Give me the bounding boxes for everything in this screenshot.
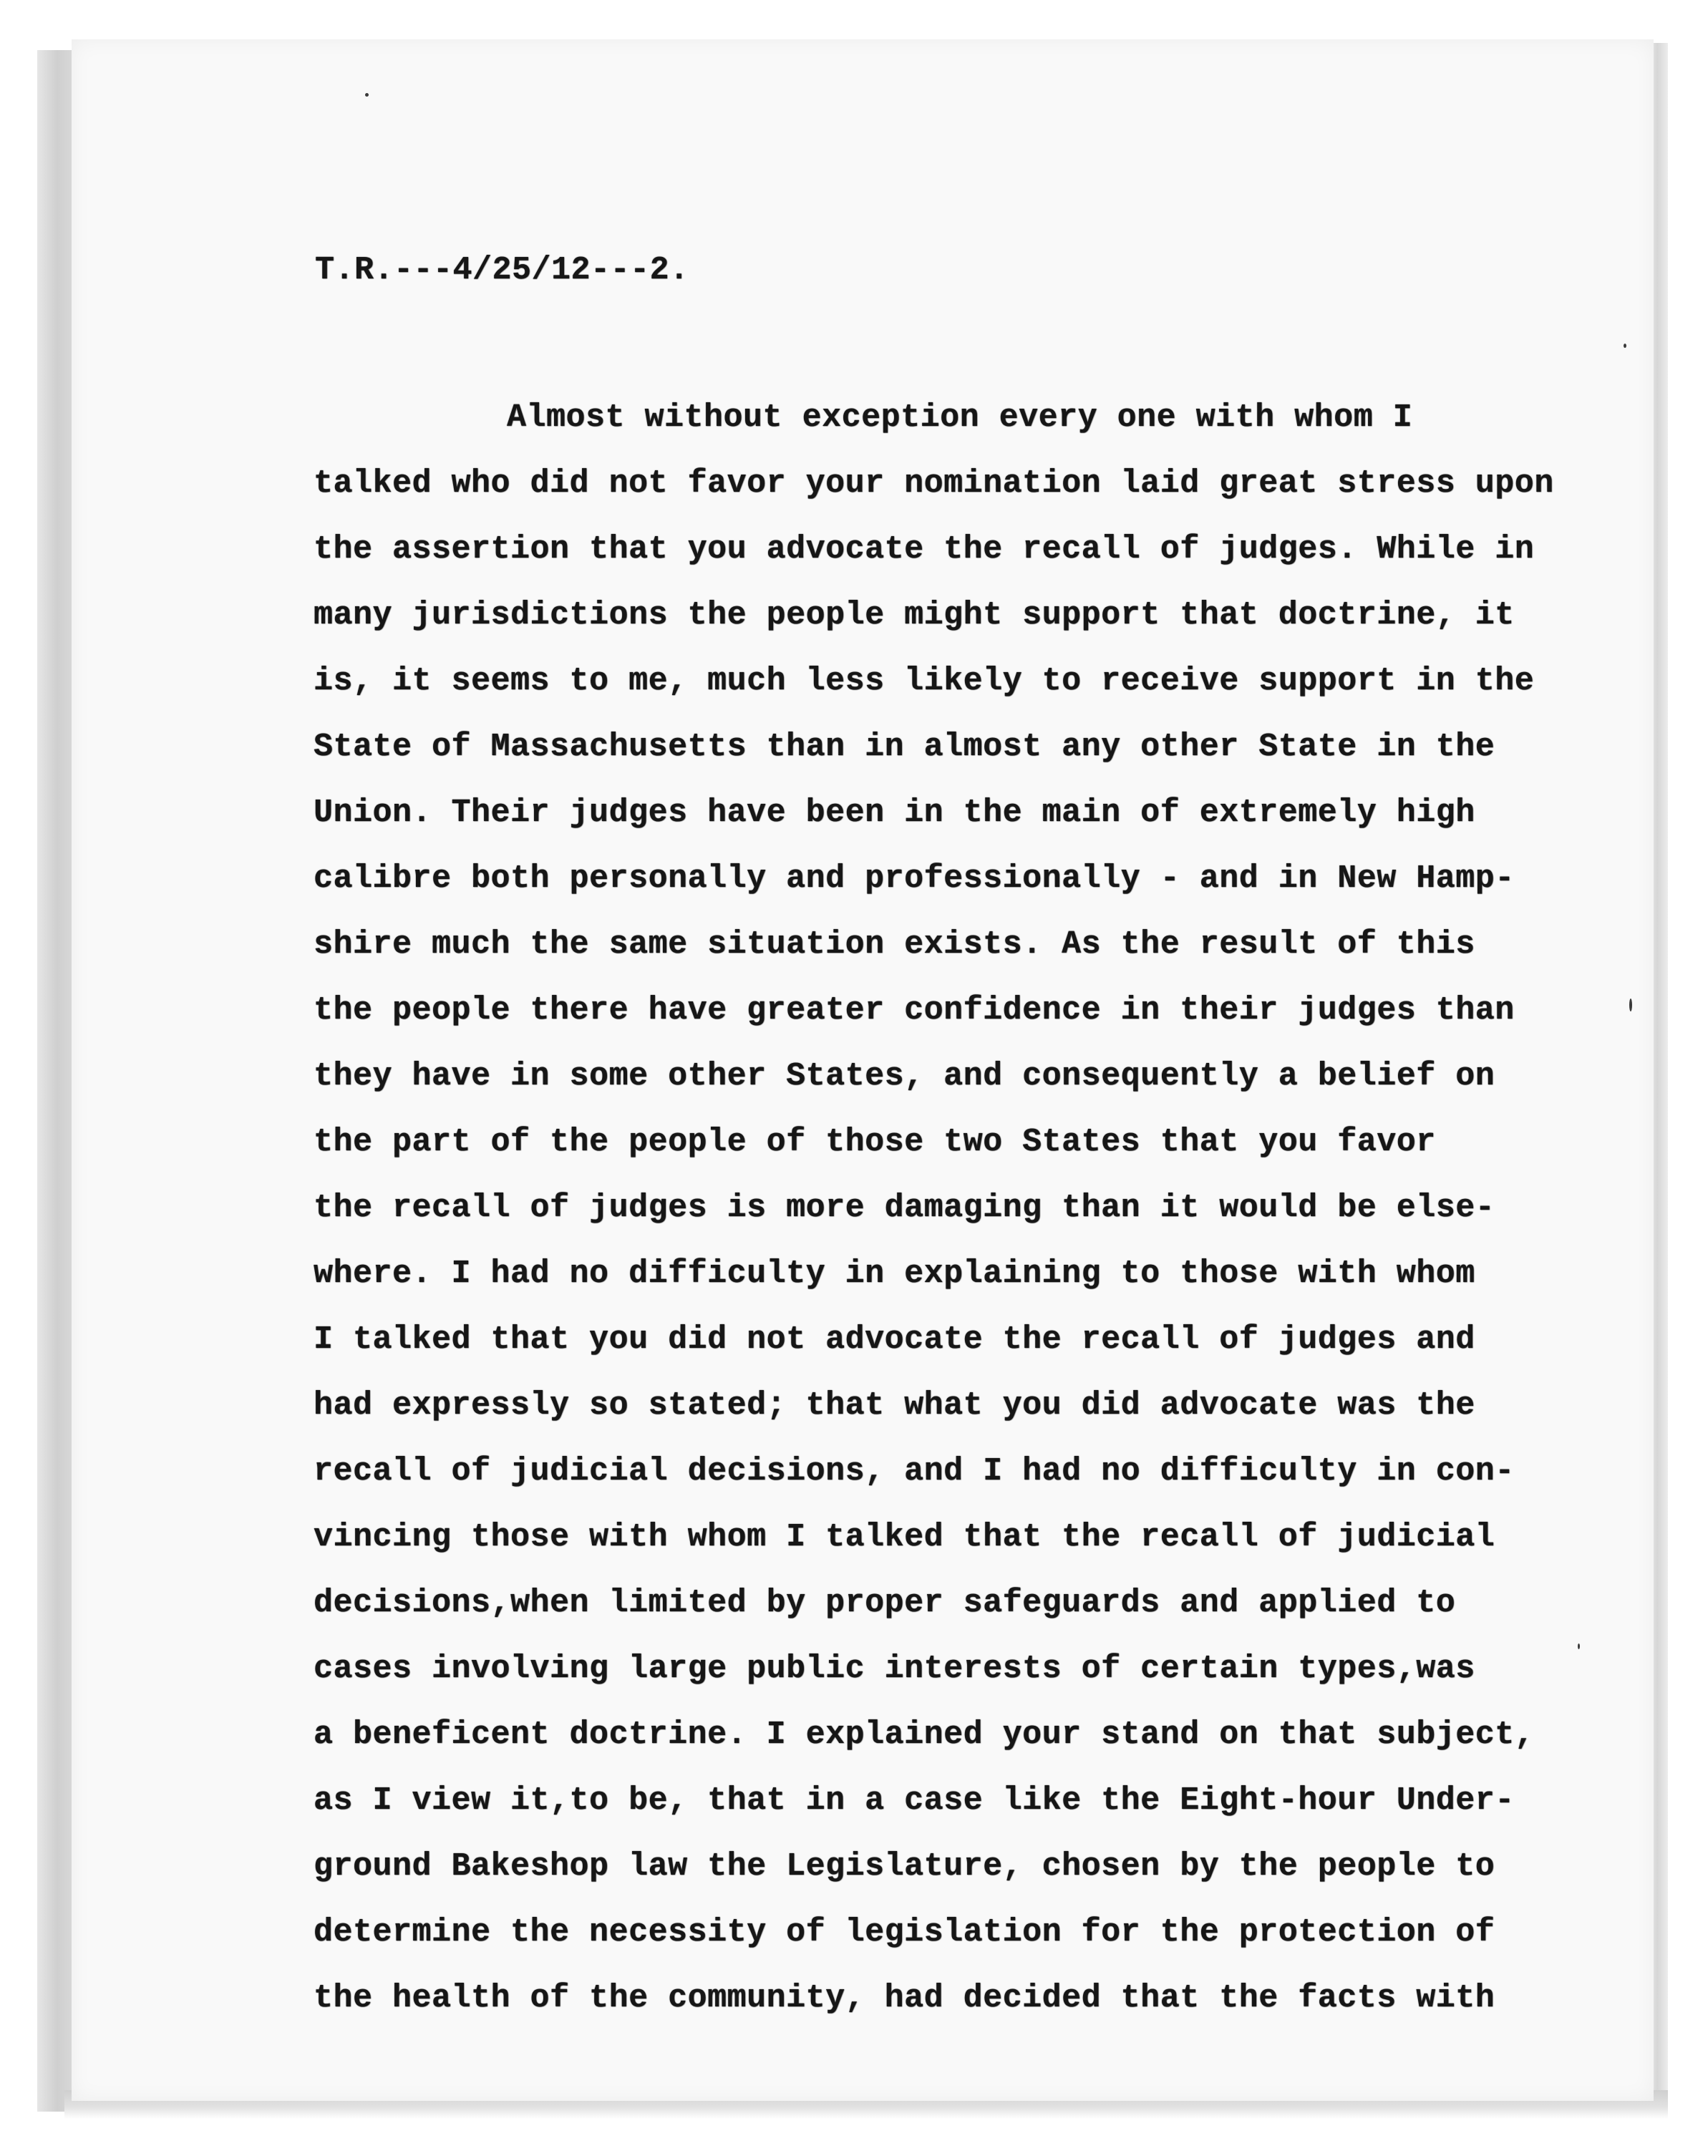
text-line: many jurisdictions the people might support that doctrine, it: [314, 597, 1515, 633]
text-line: calibre both personally and professionally - and in New Hamp-: [314, 860, 1515, 897]
page-header: T.R.---4/25/12---2.: [315, 252, 689, 288]
text-line: is, it seems to me, much less likely to receive support in the: [314, 663, 1535, 699]
text-line: the part of the people of those two States that you favor: [314, 1124, 1436, 1160]
text-line: recall of judicial decisions, and I had no difficulty in con-: [314, 1453, 1515, 1490]
text-line: the assertion that you advocate the recall of judges. While in: [314, 531, 1535, 568]
letter-body: [314, 385, 1554, 2031]
text-line: decisions,when limited by proper safeguards and applied to: [314, 1585, 1456, 1621]
text-line: talked who did not favor your nomination laid great stress upon: [314, 465, 1554, 502]
text-line: Almost without exception every one with whom I: [507, 399, 1413, 436]
text-line: a beneficent doctrine. I explained your stand on that subject,: [314, 1716, 1535, 1753]
text-line: determine the necessity of legislation for the protection of: [314, 1914, 1495, 1951]
text-line: I talked that you did not advocate the recall of judges and: [314, 1321, 1475, 1358]
text-line: cases involving large public interests of certain types,was: [314, 1651, 1475, 1687]
text-line: State of Massachusetts than in almost any other State in the: [314, 729, 1495, 765]
text-line: the recall of judges is more damaging than it would be else-: [314, 1190, 1495, 1226]
text-line: had expressly so stated; that what you did advocate was the: [314, 1387, 1475, 1424]
text-line: the people there have greater confidence in their judges than: [314, 992, 1515, 1029]
scan-speck: [1629, 999, 1632, 1011]
scan-speck: [1624, 344, 1626, 348]
scan-speck: [1578, 1643, 1580, 1649]
text-line: as I view it,to be, that in a case like the Eight-hour Under-: [314, 1782, 1515, 1819]
text-line: ground Bakeshop law the Legislature, chosen by the people to: [314, 1848, 1495, 1885]
text-line: vincing those with whom I talked that the recall of judicial: [314, 1519, 1495, 1555]
text-line: they have in some other States, and consequently a belief on: [314, 1058, 1495, 1094]
scan-speck: [365, 93, 369, 97]
text-line: shire much the same situation exists. As the result of this: [314, 926, 1475, 963]
text-line: Union. Their judges have been in the main of extremely high: [314, 795, 1475, 831]
text-line: where. I had no difficulty in explaining to those with whom: [314, 1256, 1475, 1292]
text-line: the health of the community, had decided that the facts with: [314, 1980, 1495, 2016]
